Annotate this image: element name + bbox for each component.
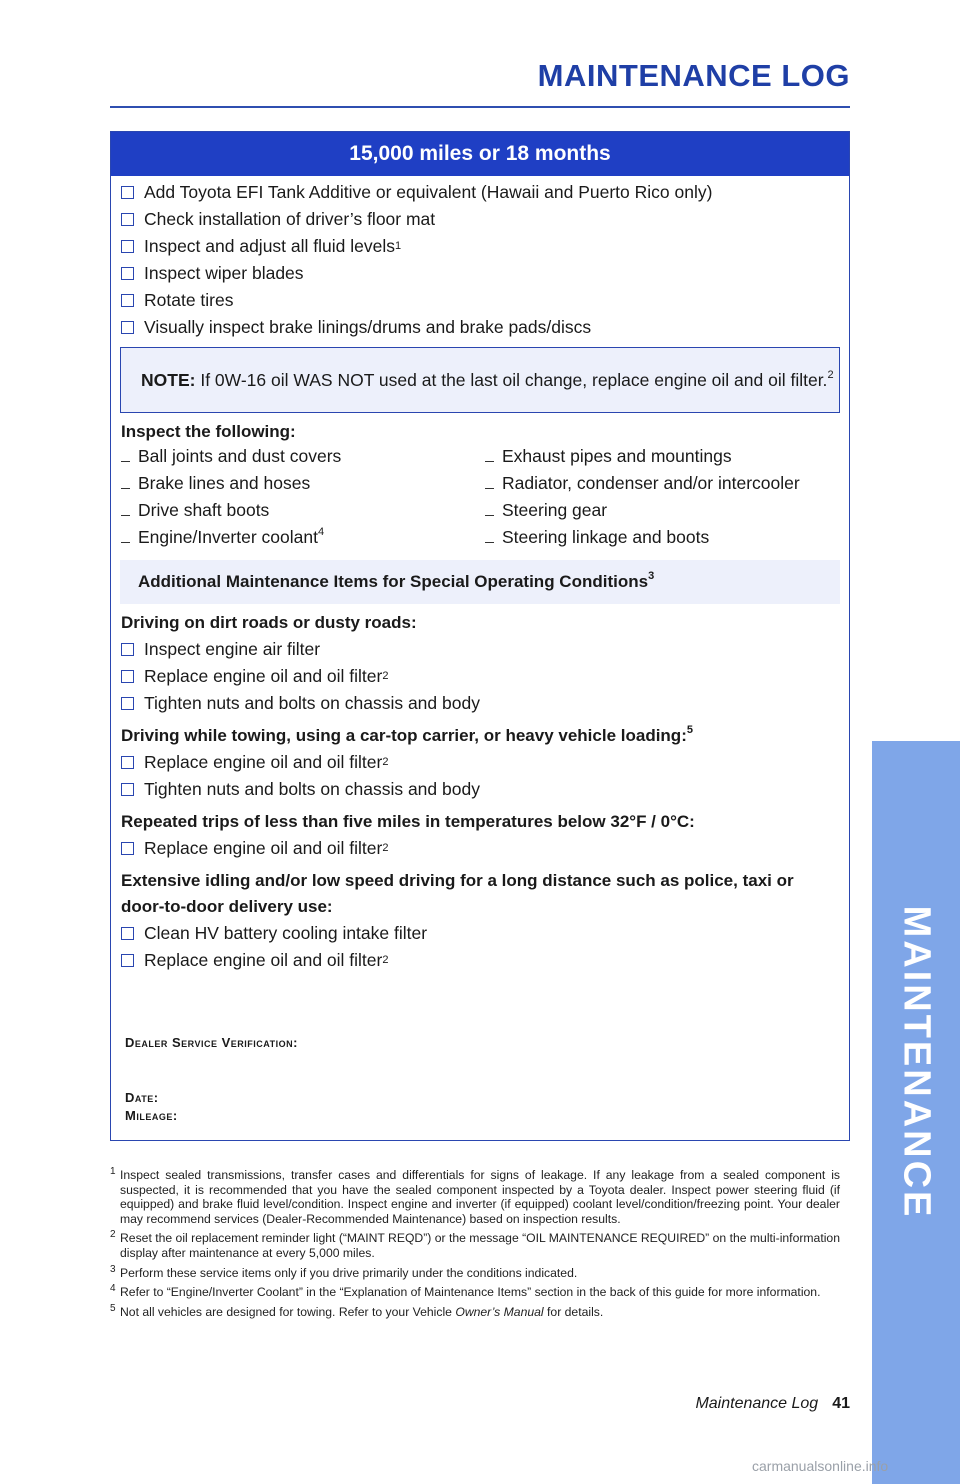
side-tab [872,741,960,1484]
mileage-label: Mileage: [125,1108,178,1123]
checklist-item[interactable]: Tighten nuts and bolts on chassis and body [121,690,849,717]
condition-heading: Repeated trips of less than five miles in temperatures below 32°F / 0°C: [121,812,695,831]
checklist-item[interactable]: Inspect wiper blades [121,260,849,287]
title-rule [110,106,850,108]
checkbox-icon[interactable] [121,213,134,226]
condition-heading: Extensive idling and/or low speed driving for a long distance such as police, taxi or door-to-door delivery use: [121,871,794,916]
condition-heading: Driving while towing, using a car-top carrier, or heavy vehicle loading:$^5$ [121,724,693,745]
condition-heading: Driving on dirt roads or dusty roads: [121,613,417,632]
checklist-item[interactable]: Replace engine oil and oil filter $^2$ [121,835,849,862]
watermark: carmanualsonline.info [752,1458,889,1474]
checklist-item[interactable]: Replace engine oil and oil filter $^2$ [121,749,849,776]
checklist-item[interactable]: Replace engine oil and oil filter $^2$ [121,947,849,974]
inspect-item: Drive shaft boots [121,497,485,524]
checkbox-icon[interactable] [121,954,134,967]
footnote: 2 Reset the oil replacement reminder light (“MAINT REQD”) or the message “OIL MAINTENANCE REQUIRED” on the multi-information display after maintenance at every 5,000 miles. [110,1229,840,1260]
inspect-item: Engine/Inverter coolant$^4$ [121,524,485,551]
checkbox-icon[interactable] [121,697,134,710]
checkbox-icon[interactable] [121,321,134,334]
side-tab-label: MAINTENANCE [895,905,938,1220]
condition-dusty [111,610,849,717]
service-checklist [121,179,849,341]
checklist-item[interactable]: Rotate tires [121,287,849,314]
checklist-item[interactable]: Clean HV battery cooling intake filter [121,920,849,947]
date-label: Date: [125,1090,159,1105]
interval-header: 15,000 miles or 18 months [111,132,849,176]
inspect-item: Steering gear [485,497,849,524]
dealer-verification-label: Dealer Service Verification: [125,1035,298,1050]
oil-note: NOTE: If 0W-16 oil WAS NOT used at the last oil change, replace engine oil and oil filter.$^2$ [120,347,840,413]
footnote: 1 Inspect sealed transmissions, transfer cases and differentials for signs of leakage. If any leakage from a sealed component is suspected, it is recommended that you have the sealed component inspected by a Toyota dealer. Inspect power steering fluid (if equipped) and brake fluid level/condition. Inspect engine and inverter (if equipped) coolant level/condition/freezing point. Your dealer may recommend services (Dealer-Recommended Maintenance) based on inspection results. [110,1166,840,1226]
checklist-item[interactable]: Inspect engine air filter [121,636,849,663]
checkbox-icon[interactable] [121,643,134,656]
checkbox-icon[interactable] [121,670,134,683]
checklist-item[interactable]: Tighten nuts and bolts on chassis and body [121,776,849,803]
condition-idling [111,868,849,974]
footnotes [110,1168,840,1324]
inspect-item: Radiator, condenser and/or intercooler [485,470,849,497]
checkbox-icon[interactable] [121,186,134,199]
checkbox-icon[interactable] [121,267,134,280]
inspect-heading: Inspect the following: [121,422,296,441]
page-footer [695,1395,850,1413]
inspect-list [121,443,849,551]
checklist-item[interactable]: Replace engine oil and oil filter $^2$ [121,663,849,690]
inspect-item: Brake lines and hoses [121,470,485,497]
additional-items-heading: Additional Maintenance Items for Special Operating Conditions$^3$ [120,560,840,604]
maintenance-box [110,131,850,1141]
checkbox-icon[interactable] [121,927,134,940]
inspect-item: Ball joints and dust covers [121,443,485,470]
footnote: 5 Not all vehicles are designed for towing. Refer to your Vehicle Owner’s Manual for details. [110,1302,604,1319]
checkbox-icon[interactable] [121,756,134,769]
checklist-item[interactable]: Check installation of driver’s floor mat [121,206,849,233]
footer-section: Maintenance Log [695,1395,819,1412]
checklist-item[interactable]: Add Toyota EFI Tank Additive or equivalent (Hawaii and Puerto Rico only) [121,179,849,206]
checkbox-icon[interactable] [121,294,134,307]
checkbox-icon[interactable] [121,783,134,796]
checkbox-icon[interactable] [121,842,134,855]
condition-towing [111,723,849,803]
footnote: 3 Perform these service items only if you drive primarily under the conditions indicated. [110,1263,578,1280]
inspect-item: Steering linkage and boots [485,524,849,551]
condition-short-trips [111,809,849,862]
footnote: 4 Refer to “Engine/Inverter Coolant” in the “Explanation of Maintenance Items” section in the back of this guide for more information. [110,1283,821,1300]
page-title: MAINTENANCE LOG [537,58,850,93]
checklist-item[interactable]: Visually inspect brake linings/drums and brake pads/discs [121,314,849,341]
checkbox-icon[interactable] [121,240,134,253]
inspect-item: Exhaust pipes and mountings [485,443,849,470]
checklist-item[interactable]: Inspect and adjust all fluid levels $^1$ [121,233,849,260]
page-number: 41 [832,1395,850,1412]
